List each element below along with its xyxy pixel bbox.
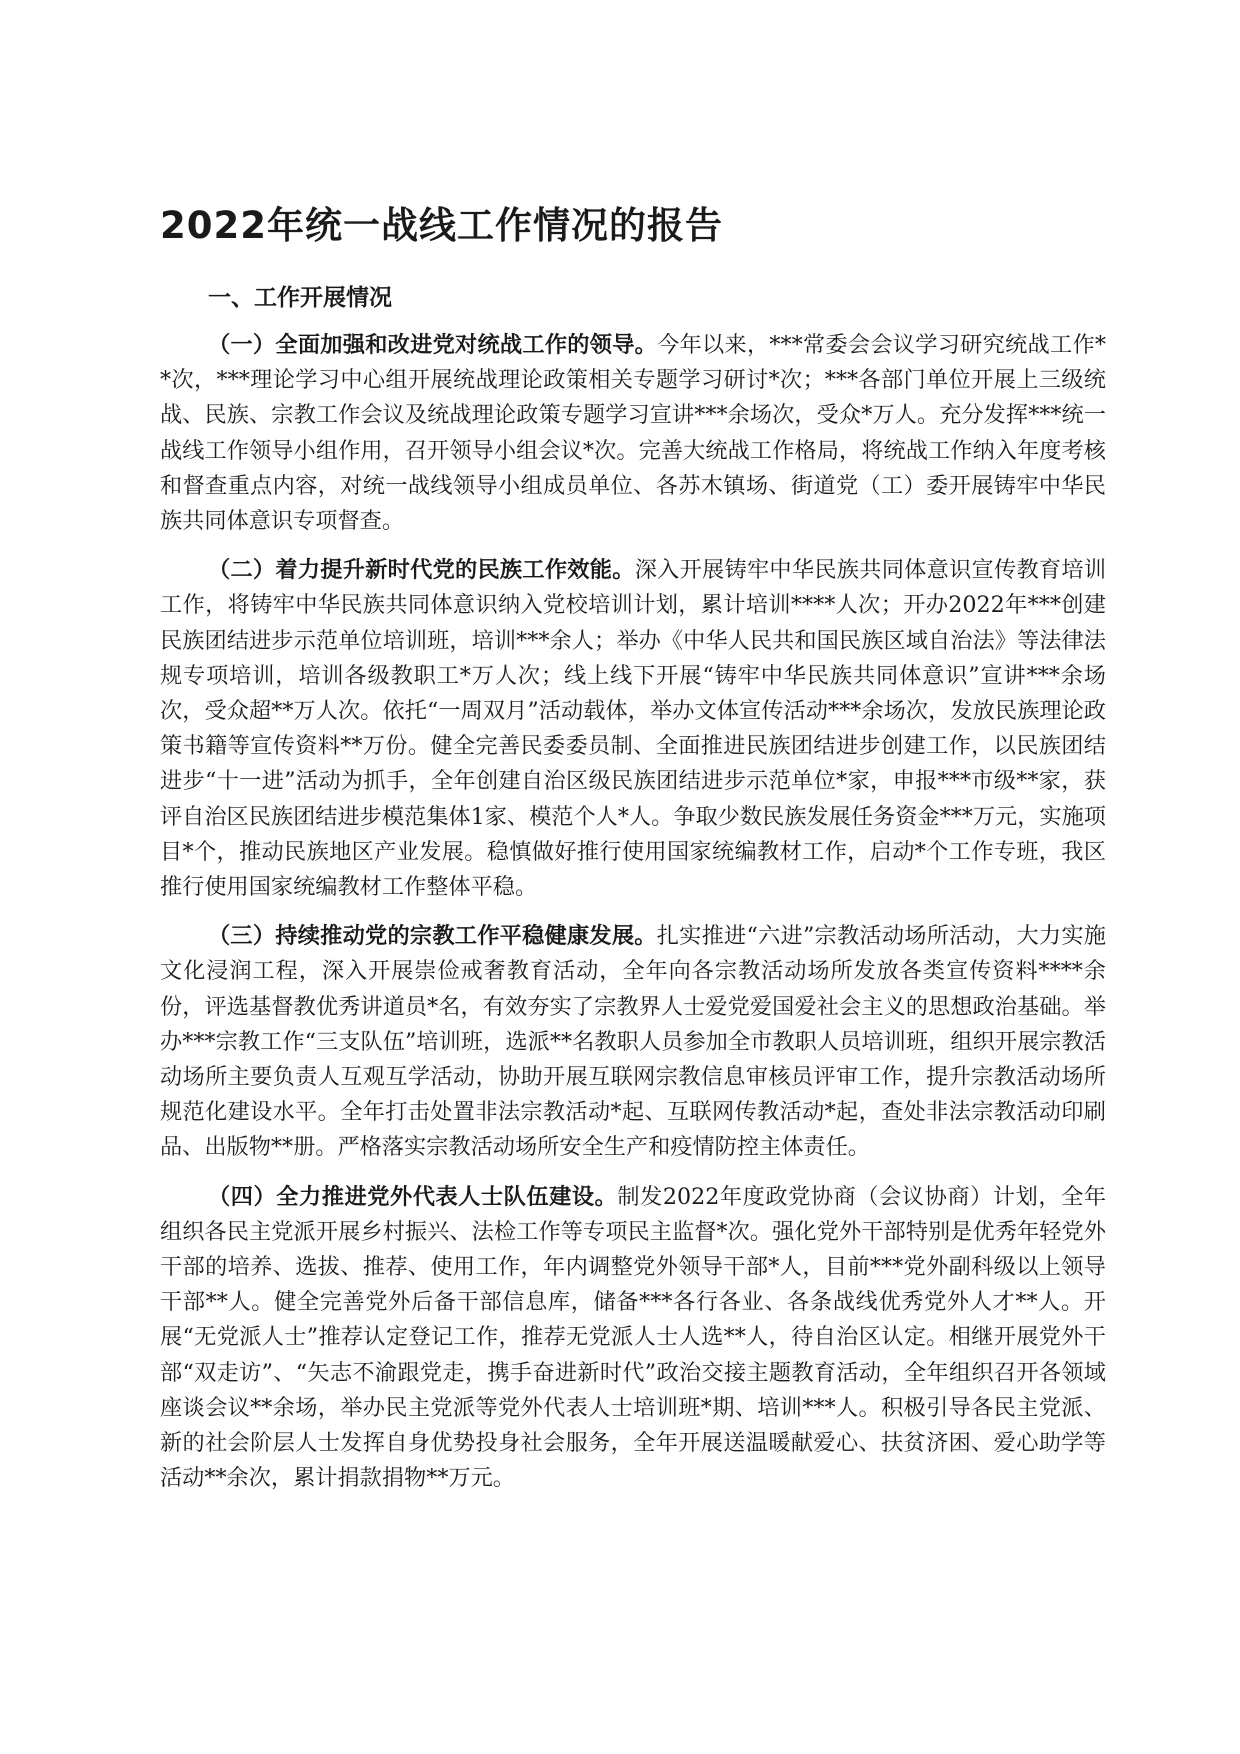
paragraph-1-heading: （一）全面加强和改进党对统战工作的领导。 (208, 332, 658, 358)
paragraph-2-heading: （二）着力提升新时代党的民族工作效能。 (208, 557, 635, 584)
paragraph-1-body: 今年以来，***常委会会议学习研究统战工作**次，***理论学习中心组开展统战理论政策相关专题学习研讨*次；***各部门单位开展上三级统战、民族、宗教工作会议及统战理论政策专题学习宣讲***余场次，受众*万人。充分发挥***统一战线工作领导小组作用，召开领导小组会议*次。完善大统战工作格局，将统战工作纳入年度考核和督查重点内容，对统一战线领导小组成员单位、各苏木镇场、街道党（工）委开展铸牢中华民族共同体意识专项督查。 (160, 332, 1107, 535)
paragraph-3 (160, 919, 1106, 1165)
paragraph-2 (160, 553, 1106, 905)
paragraph-2-body: 深入开展铸牢中华民族共同体意识宣传教育培训工作，将铸牢中华民族共同体意识纳入党校培训计划，累计培训****人次；开办2022年***创建民族团结进步示范单位培训班，培训***余人；举办《中华人民共和国民族区域自治法》等法律法规专项培训，培训各级教职工*万人次；线上线下开展“铸牢中华民族共同体意识”宣讲***余场次，受众超**万人次。依托“一周双月”活动载体，举办文体宣传活动***余场次，发放民族理论政策书籍等宣传资料**万份。健全完善民委委员制、全面推进民族团结进步创建工作，以民族团结进步“十一进”活动为抓手，全年创建自治区级民族团结进步示范单位*家，申报***市级**家，获评自治区民族团结进步模范集体1家、模范个人*人。争取少数民族发展任务资金***万元，实施项目*个，推动民族地区产业发展。稳慎做好推行使用国家统编教材工作，启动*个工作专班，我区推行使用国家统编教材工作整体平稳。 (160, 557, 1107, 901)
paragraph-4-body: 制发2022年度政党协商（会议协商）计划，全年组织各民主党派开展乡村振兴、法检工作等专项民主监督*次。强化党外干部特别是优秀年轻党外干部的培养、选拔、推荐、使用工作，年内调整党外领导干部*人，目前***党外副科级以上领导干部**人。健全完善党外后备干部信息库，储备***各行各业、各条战线优秀党外人才**人。开展“无党派人士”推荐认定登记工作，推荐无党派人士人选**人，待自治区认定。相继开展党外干部“双走访”、“矢志不渝跟党走，携手奋进新时代”政治交接主题教育活动，全年组织召开各领域座谈会议**余场，举办民主党派等党外代表人士培训班*期、培训***人。积极引导各民主党派、新的社会阶层人士发挥自身优势投身社会服务，全年开展送温暖献爱心、扶贫济困、爱心助学等活动**余次，累计捐款捐物**万元。 (160, 1183, 1107, 1492)
paragraph-4-heading: （四）全力推进党外代表人士队伍建设。 (208, 1183, 618, 1210)
section-heading: 一、工作开展情况 (208, 285, 392, 311)
document-page (160, 200, 1106, 1511)
document-title: 2022年统一战线工作情况的报告 (160, 204, 723, 247)
paragraph-3-heading: （三）持续推动党的宗教工作平稳健康发展。 (208, 923, 657, 950)
paragraph-1 (160, 328, 1106, 539)
paragraph-4 (160, 1180, 1106, 1497)
paragraph-3-body: 扎实推进“六进”宗教活动场所活动，大力实施文化浸润工程，深入开展崇俭戒奢教育活动，全年向各宗教活动场所发放各类宣传资料****余份，评选基督教优秀讲道员*名，有效夯实了宗教界人士爱党爱国爱社会主义的思想政治基础。举办***宗教工作“三支队伍”培训班，选派**名教职人员参加全市教职人员培训班，组织开展宗教活动场所主要负责人互观互学活动，协助开展互联网宗教信息审核员评审工作，提升宗教活动场所规范化建设水平。全年打击处置非法宗教活动*起、互联网传教活动*起，查处非法宗教活动印刷品、出版物**册。严格落实宗教活动场所安全生产和疫情防控主体责任。 (160, 923, 1106, 1161)
